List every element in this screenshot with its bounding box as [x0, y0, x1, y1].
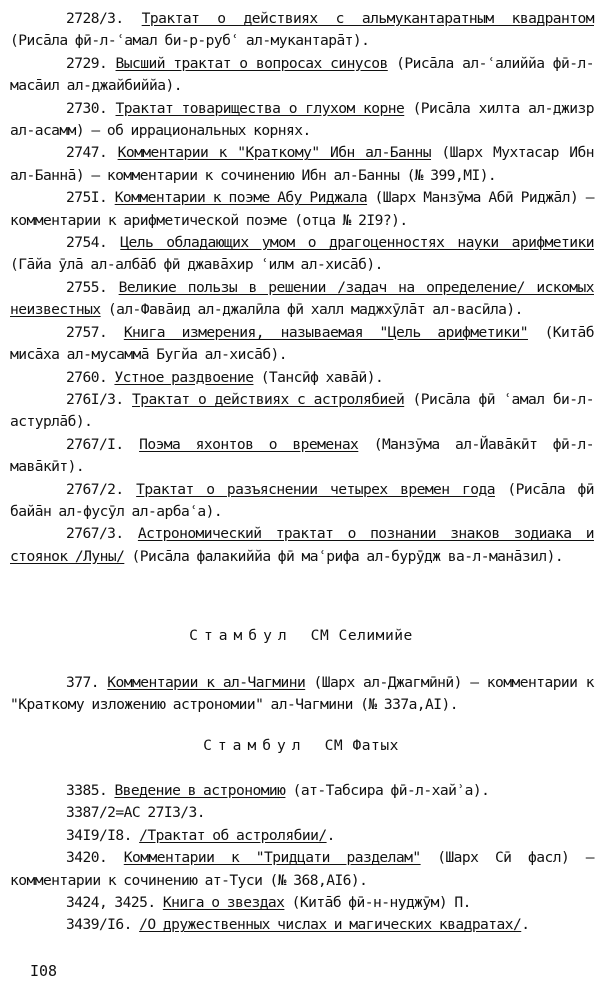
entry-title: Трактат о разъяснении четырех времен года	[136, 480, 495, 498]
entry-description: (ал-Фавāид ал-джалӣла фӣ халл маджхӯлāт ал-васӣла).	[100, 301, 523, 319]
catalog-entry	[10, 53, 594, 98]
catalog-entry	[10, 8, 594, 53]
catalog-entry	[10, 187, 594, 232]
entry-title: Трактат о действиях с астролябией	[132, 390, 405, 408]
entry-description: (Шарх Сӣ фасл) – комментарии к сочинению ат-Туси (№ 368,АI6).	[10, 849, 594, 889]
catalog-entry	[10, 434, 594, 479]
catalog-entry	[10, 892, 594, 914]
catalog-entry	[10, 802, 594, 824]
entry-title: Высший трактат о вопросах синусов	[115, 54, 388, 72]
entry-number: 276I/3.	[66, 390, 124, 408]
catalog-entry	[10, 523, 594, 568]
catalog-entry	[10, 142, 594, 187]
entry-description: (Рисāла фӣ ʿамал би-л-астурлāб).	[10, 390, 595, 431]
entry-number: 2767/2.	[66, 480, 124, 498]
entry-number: 2729.	[66, 54, 108, 72]
entry-number: 3387/2=АС 27I3/3.	[66, 804, 206, 822]
entry-description: (Рисāла хилта ал-джизр ал-асамм) – об иррациональных корнях.	[10, 99, 594, 140]
catalog-entry	[10, 277, 594, 322]
entry-description: (Рисāла фӣ байāн ал-фусӯл ал-арбаʿа).	[10, 480, 594, 520]
entry-number: 275I.	[66, 189, 108, 207]
catalog-entry	[10, 389, 594, 434]
catalog-entry	[10, 322, 594, 367]
catalog-entry	[10, 232, 594, 277]
entry-title: Книга о звездах	[162, 894, 285, 912]
entry-number: 2767/3.	[66, 525, 124, 543]
entry-title: Астрономический трактат о познании знаков зодиака и стоянок /Луны/	[10, 525, 594, 565]
fatih-entries	[10, 780, 594, 937]
entry-number: 2747.	[66, 144, 108, 162]
entry-title: Комментарии к "Краткому" Ибн ал-Банны	[117, 144, 431, 162]
entry-description: (Гāйа ӯлā ал-албāб фӣ джавāхир ʿилм ал-хисāб).	[10, 256, 383, 274]
entry-title: Трактат о действиях с альмукантаратным квадрантом	[141, 10, 594, 27]
entry-title: /О дружественных числах и магических квадратах/	[139, 916, 522, 934]
entry-description: (Китāб фӣ-н-нуджӯм) П.	[284, 894, 471, 912]
entry-description: (Рисāла фалакиййа фӣ маʿрифа ал-бурӯдж ва-л-манāзил).	[124, 547, 564, 565]
entry-number: 377.	[66, 674, 99, 691]
entry-description: .	[326, 826, 335, 844]
entry-title: Комментарии к поэме Абу Риджала	[114, 189, 368, 207]
entry-number: 2760.	[66, 368, 108, 386]
section-library: СМ Фатых	[324, 737, 399, 754]
entry-description: (Шарх ал-Джагмӣнӣ) – комментарии к "Краткому изложению астрономии" ал-Чагмини (№ 337а,АI).	[10, 674, 594, 714]
section-city: Стамбул	[203, 737, 307, 754]
entry-title: Поэма яхонтов о временах	[139, 435, 359, 453]
entry-number: 2730.	[66, 99, 108, 117]
entry-description: (ат-Табсира фӣ-л-хайʾа).	[285, 782, 490, 799]
entry-description: (Шарх Мухтасар Ибн ал-Баннā) – комментарии к сочинению Ибн ал-Банны (№ 399,МI).	[10, 144, 594, 184]
catalog-entries	[10, 8, 594, 568]
entry-title: Комментарии к ал-Чагмини	[107, 674, 306, 691]
entry-title: Цель обладающих умом о драгоценностях науки арифметики	[120, 234, 594, 252]
entry-number: 3424, 3425.	[66, 894, 156, 912]
section-heading-selimiye	[0, 627, 602, 644]
entry-title: Комментарии к "Тридцати разделам"	[123, 849, 421, 867]
entry-title: /Трактат об астролябии/	[139, 826, 327, 844]
entry-description: (Шарх Манзӯма Абӣ Риджāл) – комментарии к арифметической поэме (отца № 2I9?).	[10, 189, 594, 229]
catalog-entry	[10, 825, 594, 847]
section-city: Стамбул	[189, 627, 293, 644]
catalog-entry	[10, 780, 594, 802]
entry-number: 3439/I6.	[66, 916, 132, 934]
page-number: I08	[30, 962, 58, 980]
catalog-entry	[10, 367, 594, 389]
entry-number: 2728/3.	[66, 10, 124, 27]
entry-number: 2767/I.	[66, 435, 124, 453]
entry-number: 2754.	[66, 234, 108, 252]
entry-title: Великие пользы в решении /задач на определение/ искомых неизвестных	[10, 278, 594, 319]
section-heading-fatih	[0, 737, 602, 754]
selimiye-entries	[10, 672, 594, 717]
entry-number: 3420.	[66, 849, 108, 867]
entry-number: 34I9/I8.	[66, 826, 132, 844]
entry-number: 2755.	[66, 278, 108, 296]
entry-description: (Манзӯма ал-Йавāкӣт фӣ-л-мавāкӣт).	[10, 435, 594, 476]
entry-description: (Китāб мисāха ал-мусаммā Бугйа ал-хисāб).	[10, 323, 594, 364]
entry-number: 3385.	[66, 782, 108, 799]
entry-title: Трактат товарищества о глухом корне	[115, 99, 405, 117]
catalog-entry	[10, 479, 594, 524]
section-library: СМ Селимийе	[310, 627, 413, 644]
catalog-entry	[10, 672, 594, 717]
entry-description: (Тансӣф хавāӣ).	[253, 368, 384, 386]
entry-number: 2757.	[66, 323, 108, 341]
catalog-entry	[10, 98, 594, 143]
entry-description: (Рисāла ал-ʿалиййа фӣ-л-масāил ал-джайбиййа).	[10, 54, 594, 95]
entry-title: Введение в астрономию	[114, 782, 286, 799]
entry-description: (Рисāла фӣ-л-ʿамал би-р-рубʿ ал-мукантарāт).	[10, 32, 370, 50]
entry-description: .	[521, 916, 530, 934]
catalog-entry	[10, 914, 594, 936]
entry-title: Книга измерения, называемая "Цель арифметики"	[123, 323, 528, 341]
catalog-entry	[10, 847, 594, 892]
entry-title: Устное раздвоение	[114, 368, 254, 386]
